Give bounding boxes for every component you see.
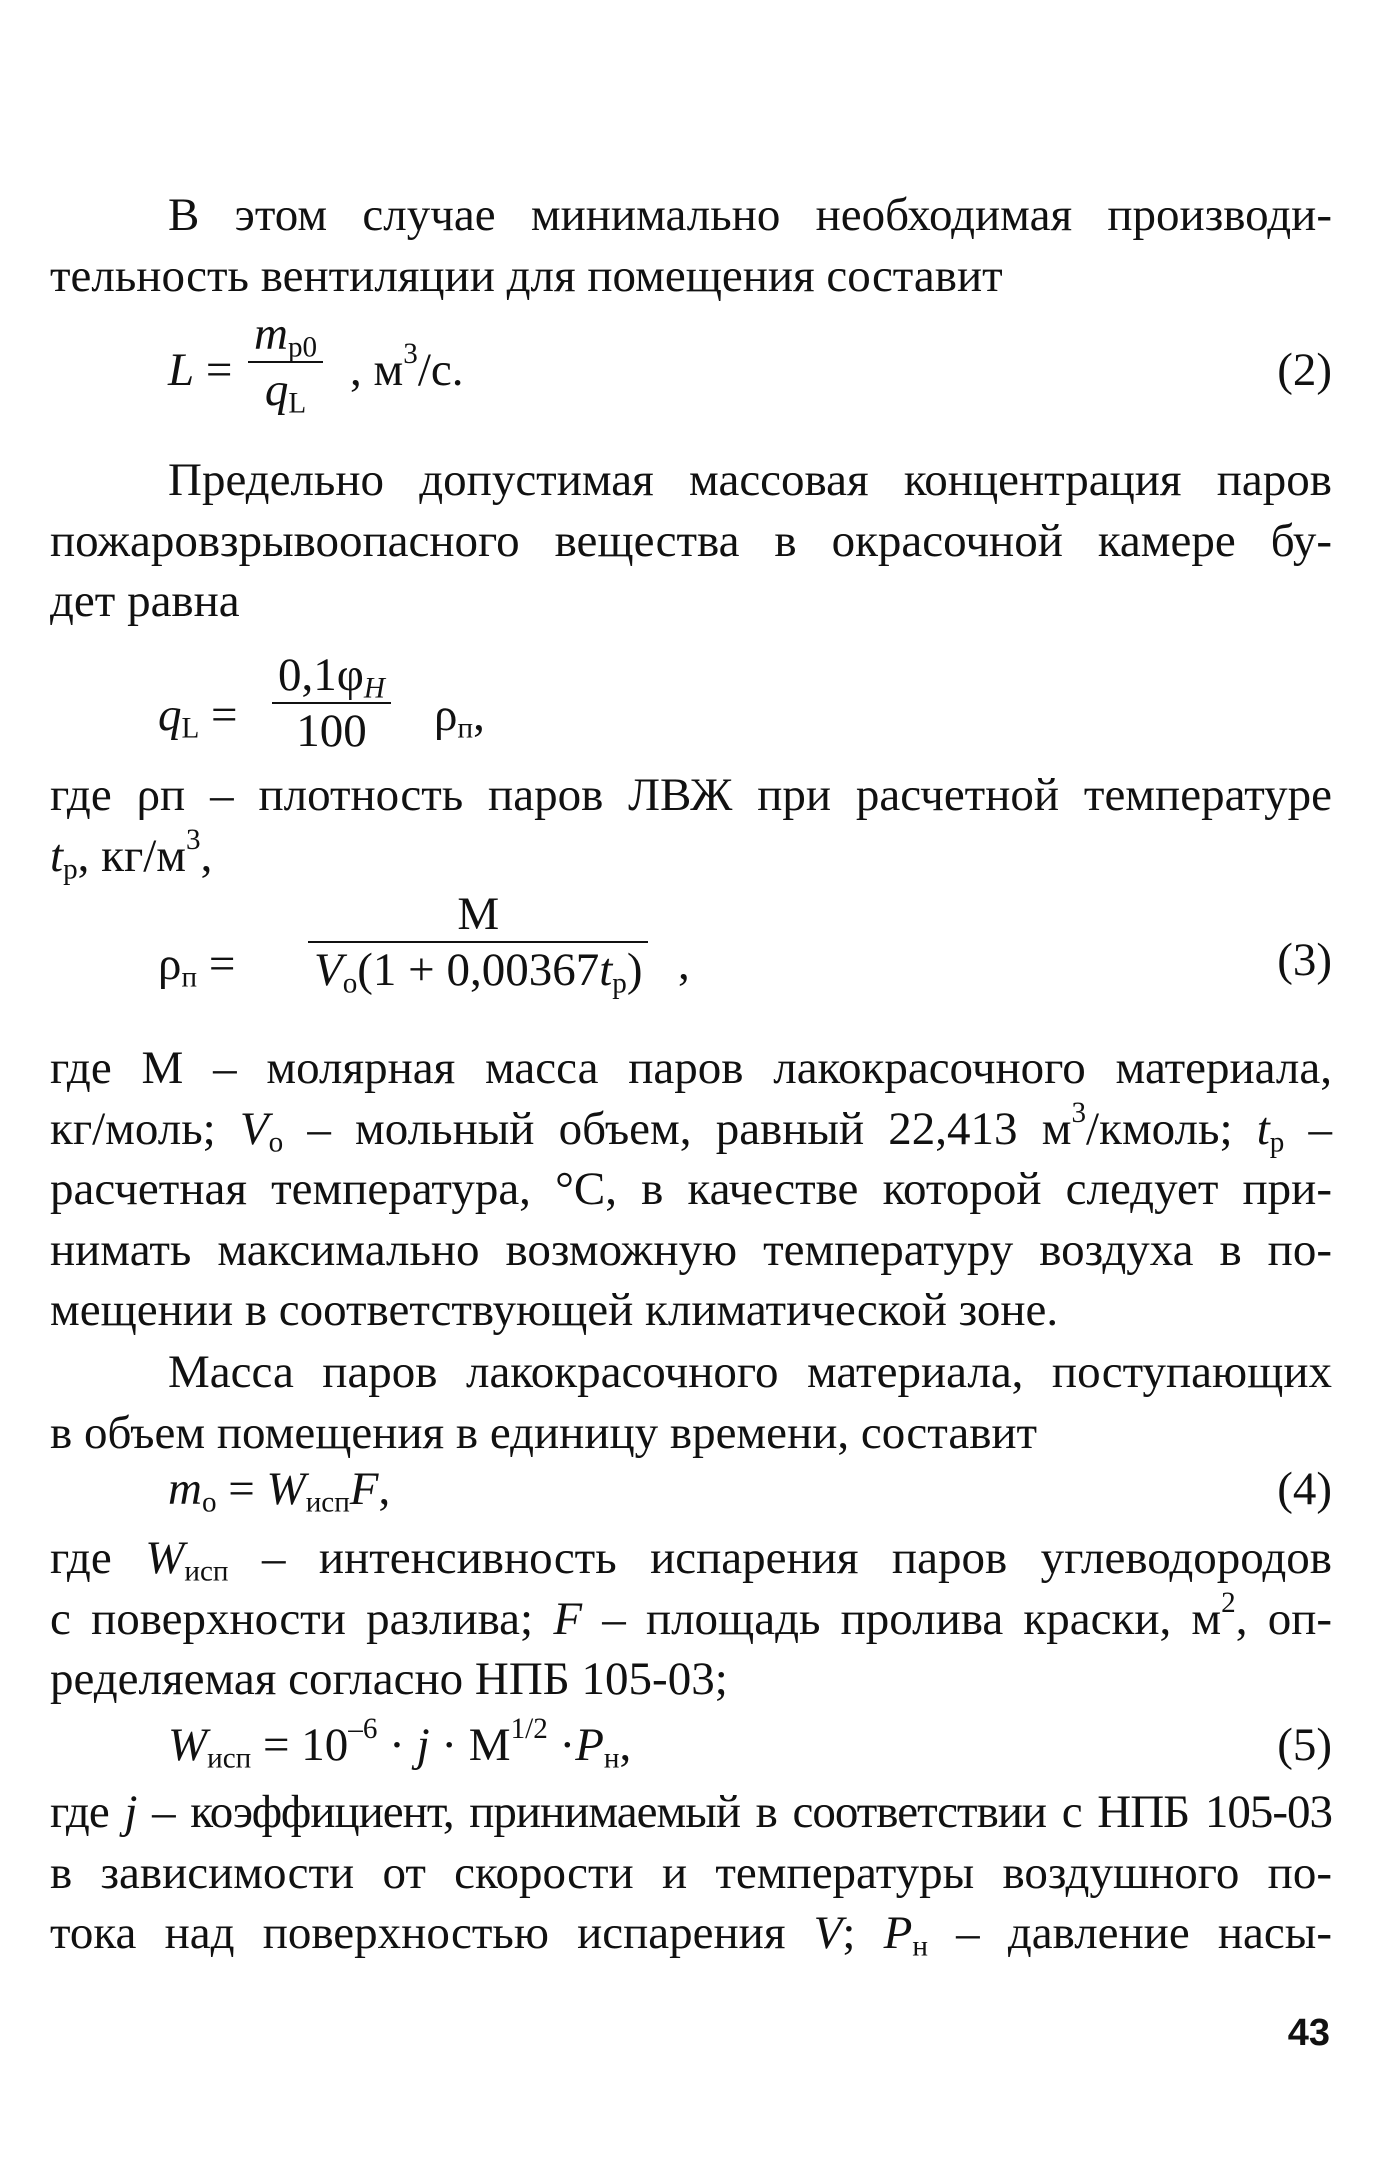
text-line: где ρп – плотность паров ЛВЖ при расчетной температуре (50, 769, 1332, 821)
text-line (50, 1586, 1332, 1650)
formula-symbol: L (168, 344, 195, 396)
formula-symbol: m (254, 308, 288, 360)
formula-superscript: –6 (348, 1713, 378, 1746)
formula-symbol: W (145, 1532, 185, 1584)
formula-symbol: V (239, 1102, 269, 1155)
formula-text: , (378, 1463, 391, 1515)
formula-text: = 10 (251, 1719, 349, 1771)
text-span: – площадь пролива краски, м (582, 1592, 1222, 1645)
formula-text: , (473, 689, 485, 741)
text-span: – (1284, 1102, 1332, 1155)
text-line: где М – молярная масса паров лакокрасочного материала, (50, 1042, 1332, 1094)
formula-subscript: о (342, 967, 358, 1000)
formula-subscript: о (201, 1486, 217, 1519)
formula-subscript: н (603, 1742, 620, 1775)
page-number: 43 (1287, 2012, 1330, 2054)
formula-text: , м (350, 344, 404, 396)
formula-subscript: р (612, 967, 627, 1000)
equation-number: (5) (1277, 1719, 1332, 1771)
text-span: кг/моль; (50, 1102, 240, 1155)
formula-symbol: m (168, 1463, 202, 1515)
formula-symbol: q (264, 364, 289, 416)
formula-symbol: V (813, 1907, 843, 1959)
formula-subscript: н (912, 1930, 928, 1963)
formula-subscript: исп (207, 1742, 252, 1775)
formula-subscript: о (268, 1125, 284, 1158)
formula-text: · (547, 1719, 576, 1771)
formula-text: , (619, 1719, 632, 1771)
paragraph-ventilation-intro (50, 185, 1332, 306)
fraction (272, 648, 391, 758)
text-line: в объем помещения в единицу времени, составит (50, 1406, 1038, 1459)
paragraph-coefficient (50, 1782, 1332, 1964)
text-span: – коэффициент, принимаемый в соответствии с НПБ 105-03 (136, 1786, 1332, 1838)
text-line: дет равна (50, 575, 240, 627)
paragraph-molar-mass (50, 1038, 1332, 1341)
formula-text: 0,1φ (278, 649, 364, 701)
paragraph-vapor-mass (50, 1342, 1332, 1463)
text-line (50, 1903, 1332, 1964)
text-line (50, 1782, 1332, 1843)
formula-text: · (377, 1719, 417, 1771)
text-line: ределяемая согласно НПБ 105-03; (50, 1653, 728, 1705)
text-line (50, 823, 1332, 887)
formula-text: = (216, 1463, 267, 1515)
formula-subscript: L (288, 387, 307, 420)
formula-5 (50, 1713, 1332, 1780)
text-span: – интенсивность испарения паров углеводородов (228, 1532, 1332, 1584)
paragraph-concentration (50, 450, 1332, 632)
formula-superscript: 3 (403, 338, 418, 371)
formula-text: M (457, 888, 500, 940)
text-line: Предельно допустимая массовая концентрация паров (168, 454, 1332, 506)
formula-subscript: п (181, 961, 198, 994)
formula-text: , (678, 938, 690, 990)
fraction (308, 887, 648, 1000)
text-span: где (50, 1786, 125, 1838)
text-span: /кмоль; (1086, 1102, 1257, 1155)
text-line: В этом случае минимально необходимая производи- (168, 189, 1332, 241)
formula-subscript: H (363, 672, 385, 705)
formula-3: $\rho_п$ = M $V_о(1 + 0,00367t_р)$ , (3) (158, 888, 1332, 1000)
formula-symbol: V (314, 944, 343, 996)
text-line: пожаровзрывоопасного вещества в окрасочной камере бу- (50, 514, 1332, 567)
formula-text: 100 (296, 705, 367, 757)
text-span: где (50, 1532, 146, 1584)
equation-number: (4) (1277, 1463, 1332, 1515)
text-span: – мольный объем, равный 22,413 м (283, 1102, 1072, 1155)
text-span: , (200, 829, 213, 882)
text-span: – давление насы- (927, 1907, 1332, 1959)
text-span: ; (842, 1907, 884, 1959)
formula-subscript: р (63, 852, 78, 885)
text-line: в зависимости от скорости и температуры воздушного по- (50, 1846, 1332, 1899)
formula-subscript: п (457, 712, 474, 745)
text-span: тока над поверхностью испарения (50, 1907, 814, 1959)
formula-symbol: P (575, 1719, 604, 1771)
formula-4 (50, 1462, 1332, 1524)
formula-superscript: 1/2 (510, 1713, 548, 1746)
formula-symbol: P (883, 1907, 913, 1959)
formula-subscript: исп (184, 1555, 229, 1588)
formula-subscript: р (1269, 1125, 1285, 1158)
text-line: нимать максимально возможную температуру воздуха в по- (50, 1223, 1332, 1276)
formula-symbol: W (168, 1719, 208, 1771)
formula-qL: $q_L$ = $0,1\varphi_H$ 100 $\rho_п$, (158, 649, 485, 757)
formula-text: ) (626, 944, 643, 996)
formula-symbol: j (124, 1786, 137, 1838)
paragraph-evaporation (50, 1528, 1332, 1710)
formula-subscript: исп (305, 1486, 350, 1519)
formula-symbol: ρ (434, 689, 458, 741)
fraction (248, 307, 323, 420)
equation-number: (3) (1277, 934, 1332, 986)
text-line: тельность вентиляции для помещения составит (50, 249, 1003, 302)
text-span: , оп- (1235, 1592, 1332, 1645)
text-line: Масса паров лакокрасочного материала, поступающих (168, 1346, 1332, 1398)
formula-2: L = $m_{р0}$ $q_L$ , $м^3/с$. (2) (168, 308, 1332, 420)
text-line: мещении в соответствующей климатической зоне. (50, 1284, 1059, 1336)
formula-superscript: 3 (1071, 1096, 1087, 1129)
text-line: расчетная температура, °С, в качестве которой следует при- (50, 1163, 1332, 1215)
paragraph-vapor-density (50, 765, 1332, 886)
formula-superscript: 3 (186, 823, 201, 856)
formula-symbol: F (553, 1592, 583, 1645)
formula-subscript: р0 (287, 331, 318, 364)
formula-text: (1 + 0,00367 (357, 944, 600, 996)
text-span: с поверхности разлива; (50, 1592, 554, 1645)
formula-symbol: ρ (158, 938, 182, 990)
formula-symbol: t (50, 829, 64, 882)
formula-symbol: F (349, 1463, 379, 1515)
text-span: , кг/м (77, 829, 187, 882)
formula-symbol: q (158, 689, 182, 741)
text-line (50, 1096, 1332, 1160)
text-line (50, 1528, 1332, 1589)
formula-superscript: 2 (1221, 1586, 1236, 1619)
formula-symbol: W (266, 1463, 306, 1515)
formula-symbol: t (1256, 1102, 1270, 1155)
formula-symbol: t (599, 944, 613, 996)
formula-subscript: L (181, 712, 200, 745)
equation-number: (2) (1277, 344, 1332, 396)
formula-text: /с. (417, 344, 464, 396)
formula-text: · M (429, 1719, 511, 1771)
formula-symbol: j (416, 1719, 430, 1771)
